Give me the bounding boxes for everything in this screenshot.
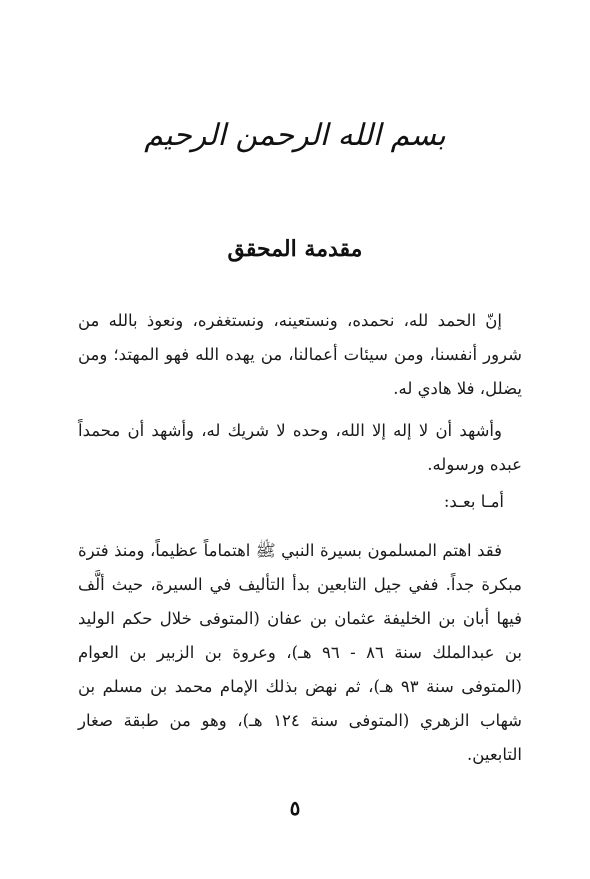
paragraph-shahada: وأشهد أن لا إله إلا الله، وحده لا شريك له، وأشهد أن محمداً عبده ورسوله. [78,421,522,474]
page-number: ٥ [289,796,301,820]
amma-baad-label: أمـا بعـد: [443,492,504,511]
page-title: مقدمة المحقق [227,236,363,262]
paragraph-sirah: فقد اهتم المسلمون بسيرة النبي ﷺ اهتماماً عظيماً، ومنذ فترة مبكرة جداً. ففي جيل التابعين بدأ التأليف في السيرة، حيث ألَّف فيها أبان بن الخليفة عثمان بن عفان (المتوفى خلال حكم الوليد بن عبدالملك سنة ٨٦ - ٩٦ هـ)، وعروة بن الزبير بن العوام (المتوفى سنة ٩٣ هـ)، ثم نهض بذلك الإمام محمد بن مسلم بن شهاب الزهري (المتوفى سنة ١٢٤ هـ)، وهو من طبقة صغار التابعين. [78,541,522,764]
basmala-heading: بسم الله الرحمن الرحيم [144,118,446,153]
paragraph-praise: إنّ الحمد لله، نحمده، ونستعينه، ونستغفره، ونعوذ بالله من شرور أنفسنا، ومن سيئات أعمالنا، من يهده الله فهو المهتد؛ ومن يضلل، فلا هادي له. [78,311,522,398]
